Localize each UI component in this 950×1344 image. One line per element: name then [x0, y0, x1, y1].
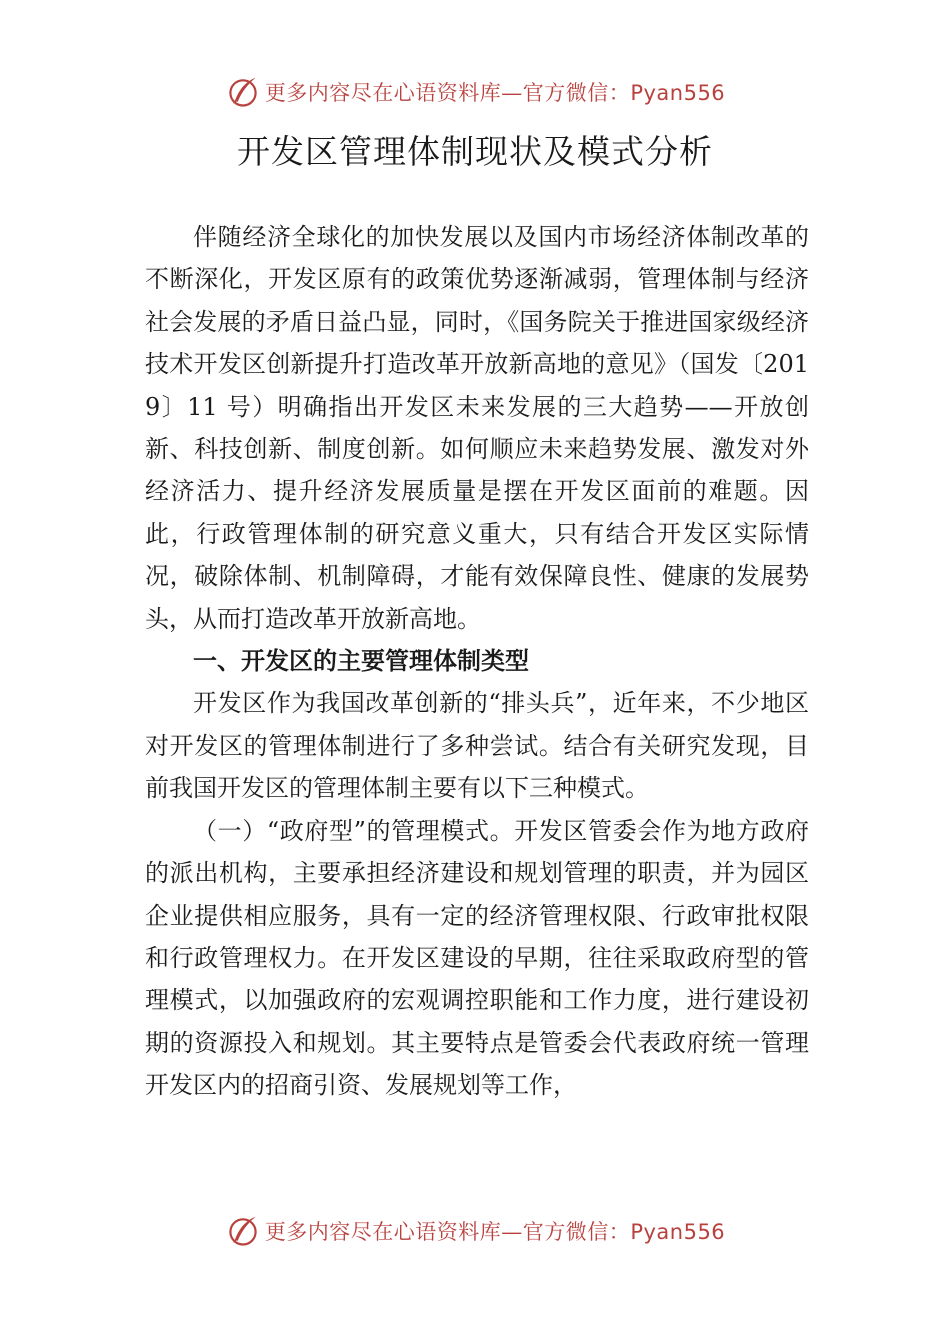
document-title: 开发区管理体制现状及模式分析 — [237, 132, 713, 171]
document-body — [145, 216, 809, 1107]
header-watermark — [0, 70, 950, 114]
paragraph-intro: 伴随经济全球化的加快发展以及国内市场经济体制改革的不断深化，开发区原有的政策优势逐渐减弱，管理体制与经济社会发展的矛盾日益凸显，同时，《国务院关于推进国家级经济技术开发区创新提升打造改革开放新高地的意见》（国发〔2019〕11 号）明确指出开发区未来发展的三大趋势——开放创新、科技创新、制度创新。如何顺应未来趋势发展、激发对外经济活力、提升经济发展质量是摆在开发区面前的难题。因此，行政管理体制的研究意义重大，只有结合开发区实际情况，破除体制、机制障碍，才能有效保障良性、健康的发展势头，从而打造改革开放新高地。 — [145, 223, 809, 633]
watermark-text — [265, 1216, 725, 1246]
watermark-wechat-id: Pyan556 — [630, 1220, 726, 1244]
section-heading: 一、开发区的主要管理体制类型 — [193, 647, 529, 676]
watermark-wechat-id: Pyan556 — [630, 81, 726, 105]
quill-logo-icon — [225, 74, 261, 110]
watermark-text-cn: 更多内容尽在心语资料库—官方微信： — [264, 1220, 631, 1244]
watermark-text — [265, 77, 725, 107]
paragraph-government-model: （一）“政府型”的管理模式。开发区管委会作为地方政府的派出机构，主要承担经济建设和规划管理的职责，并为园区企业提供相应服务，具有一定的经济管理权限、行政审批权限和行政管理权力。在开发区建设的早期，往往采取政府型的管理模式，以加强政府的宏观调控职能和工作力度，进行建设初期的资源投入和规划。其主要特点是管委会代表政府统一管理开发区内的招商引资、发展规划等工作， — [145, 816, 809, 1100]
paragraph-section-intro: 开发区作为我国改革创新的“排头兵”，近年来，不少地区对开发区的管理体制进行了多种尝试。结合有关研究发现，目前我国开发区的管理体制主要有以下三种模式。 — [145, 689, 809, 803]
footer-watermark — [0, 1209, 950, 1253]
watermark-text-cn: 更多内容尽在心语资料库—官方微信： — [264, 81, 631, 105]
quill-logo-icon — [225, 1213, 261, 1249]
